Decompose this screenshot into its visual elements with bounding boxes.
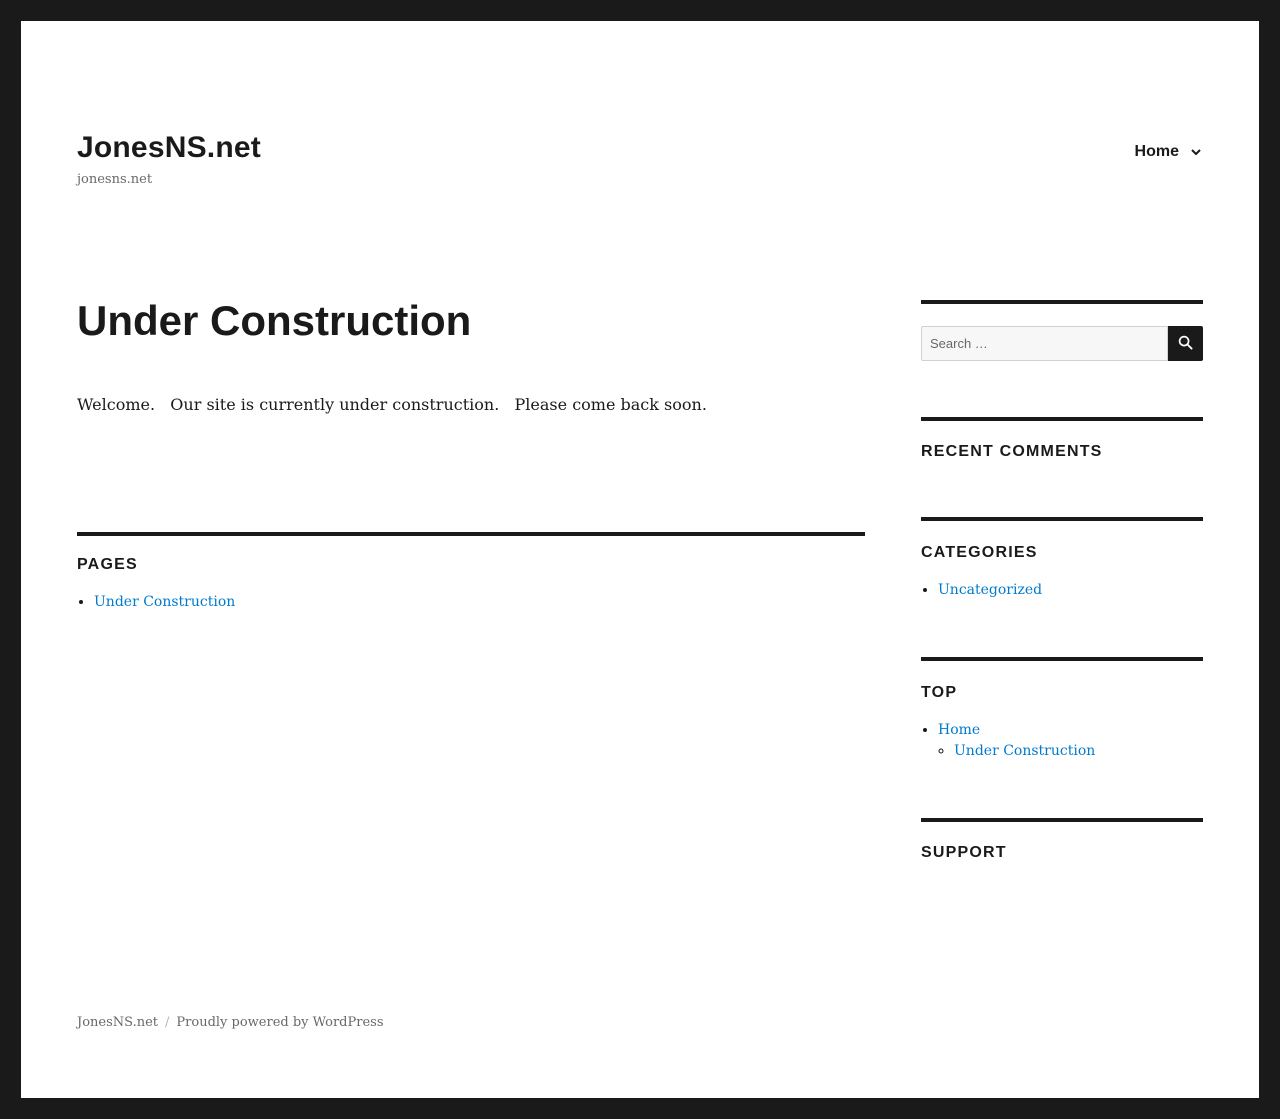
recent-comments-title: RECENT COMMENTS (921, 443, 1103, 460)
site-description: jonesns.net (77, 172, 153, 187)
list-item (938, 580, 1203, 601)
main-navigation (1135, 143, 1203, 161)
categories-widget (921, 517, 1203, 657)
support-widget (921, 818, 1203, 862)
search-input[interactable] (921, 326, 1168, 361)
entry-content: Welcome. Our site is currently under construction. Please come back soon. (77, 395, 707, 414)
search-form (921, 326, 1203, 361)
recent-comments-widget (921, 417, 1203, 517)
page-link-under-construction[interactable]: Under Construction (94, 594, 236, 610)
top-sublist (938, 741, 1203, 762)
sidebar (921, 300, 1203, 862)
pages-widget-title: PAGES (77, 556, 138, 573)
chevron-down-icon[interactable] (1189, 145, 1203, 159)
categories-list (921, 580, 1203, 601)
search-button[interactable] (1168, 326, 1203, 361)
categories-title: CATEGORIES (921, 544, 1038, 561)
list-item (954, 741, 1203, 762)
site-title[interactable]: JonesNS.net (77, 131, 261, 164)
footer-separator: / (165, 1015, 170, 1030)
list-item (938, 720, 1203, 762)
top-list (921, 720, 1203, 762)
page-title: Under Construction (77, 297, 472, 344)
list-item (94, 592, 865, 613)
nav-home-link[interactable]: Home (1134, 143, 1179, 160)
search-widget (921, 300, 1203, 417)
top-title: TOP (921, 684, 958, 701)
powered-by-link[interactable]: Proudly powered by WordPress (176, 1015, 384, 1030)
support-title: SUPPORT (921, 844, 1007, 861)
top-link-home[interactable]: Home (938, 722, 981, 738)
top-link-under-construction[interactable]: Under Construction (954, 743, 1096, 759)
footer-site-link[interactable]: JonesNS.net (77, 1015, 159, 1030)
top-widget (921, 657, 1203, 818)
pages-list (77, 592, 865, 613)
category-link-uncategorized[interactable]: Uncategorized (938, 582, 1043, 598)
search-icon (1178, 335, 1193, 353)
pages-widget (77, 532, 865, 613)
page (21, 21, 1259, 1098)
site-footer (77, 1015, 384, 1030)
